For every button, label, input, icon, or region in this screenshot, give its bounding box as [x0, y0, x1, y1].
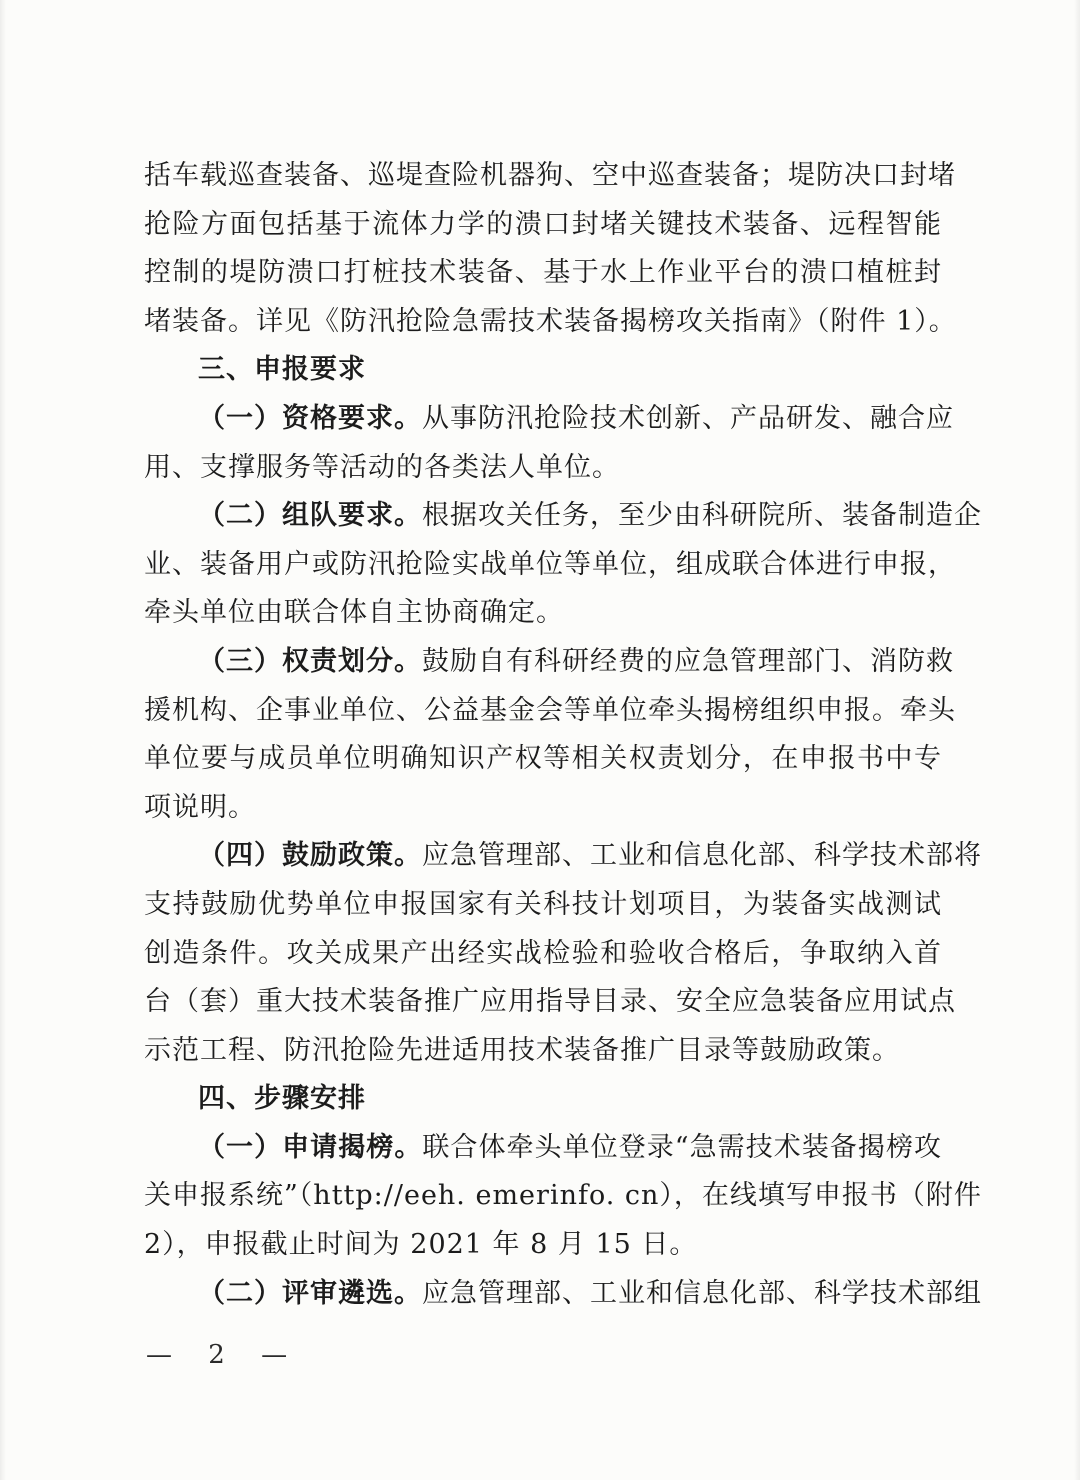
item-text: 应急管理部、工业和信息化部、科学技术部组 — [422, 1277, 982, 1309]
item-lead: （一）申请揭榜。 — [198, 1131, 423, 1163]
paragraph-line: 示范工程、防汛抢险先进适用技术装备推广目录等鼓励政策。 — [144, 1034, 900, 1066]
item-lead: （二）评审遴选。 — [198, 1277, 422, 1309]
section-heading-requirements: 三、申报要求 — [198, 354, 366, 386]
item-text: 根据攻关任务，至少由科研院所、装备制造企 — [422, 500, 982, 532]
paragraph-line: 台（套）重大技术装备推广应用指导目录、安全应急装备应用试点 — [144, 986, 956, 1018]
item-text: 联合体牵头单位登录“急需技术装备揭榜攻 — [422, 1131, 942, 1163]
item-text: 从事防汛抢险技术创新、产品研发、融合应 — [422, 402, 954, 434]
paragraph-line: 堵装备。详见《防汛抢险急需技术装备揭榜攻关指南》（附件 1）。 — [144, 305, 957, 337]
paragraph-line: 单位要与成员单位明确知识产权等相关权责划分，在申报书中专 — [144, 743, 942, 775]
paragraph-line: 2），申报截止时间为 2021 年 8 月 15 日。 — [144, 1229, 698, 1261]
item-rights-first-line — [144, 638, 954, 687]
item-lead: （四）鼓励政策。 — [198, 840, 422, 872]
item-text: 鼓励自有科研经费的应急管理部门、消防救 — [422, 645, 954, 677]
section-heading-steps: 四、步骤安排 — [198, 1083, 366, 1115]
item-policy-first-line — [144, 832, 982, 881]
item-lead: （二）组队要求。 — [198, 500, 422, 532]
page-edge-left — [0, 0, 6, 1480]
item-team-first-line — [144, 492, 982, 541]
paragraph-line: 援机构、企事业单位、公益基金会等单位牵头揭榜组织申报。牵头 — [144, 694, 956, 726]
paragraph-line: 创造条件。攻关成果产出经实战检验和验收合格后，争取纳入首 — [144, 937, 942, 969]
page-edge-right — [1074, 0, 1080, 1480]
paragraph-line: 用、支撑服务等活动的各类法人单位。 — [144, 451, 620, 483]
paragraph-line: 关申报系统”（http://eeh. emerinfo. cn），在线填写申报书（附件 — [144, 1180, 982, 1212]
document-body — [144, 152, 982, 1318]
item-review-first-line — [144, 1270, 982, 1319]
paragraph-line: 业、装备用户或防汛抢险实战单位等单位，组成联合体进行申报， — [144, 548, 956, 580]
paragraph-line: 括车载巡查装备、巡堤查险机器狗、空中巡查装备；堤防决口封堵 — [144, 160, 956, 191]
paragraph-line: 牵头单位由联合体自主协商确定。 — [144, 597, 564, 629]
item-qualification-first-line — [144, 395, 954, 444]
item-apply-first-line — [144, 1124, 942, 1173]
page-number: — 2 — — [146, 1340, 302, 1370]
item-text: 应急管理部、工业和信息化部、科学技术部将 — [422, 840, 982, 872]
paragraph-line: 抢险方面包括基于流体力学的溃口封堵关键技术装备、远程智能 — [144, 208, 942, 240]
paragraph-line: 支持鼓励优势单位申报国家有关科技计划项目，为装备实战测试 — [144, 888, 942, 920]
item-lead: （三）权责划分。 — [198, 645, 422, 677]
item-lead: （一）资格要求。 — [198, 402, 422, 434]
paragraph-line: 控制的堤防溃口打桩技术装备、基于水上作业平台的溃口植桩封 — [144, 257, 942, 289]
paragraph-line: 项说明。 — [144, 791, 256, 823]
